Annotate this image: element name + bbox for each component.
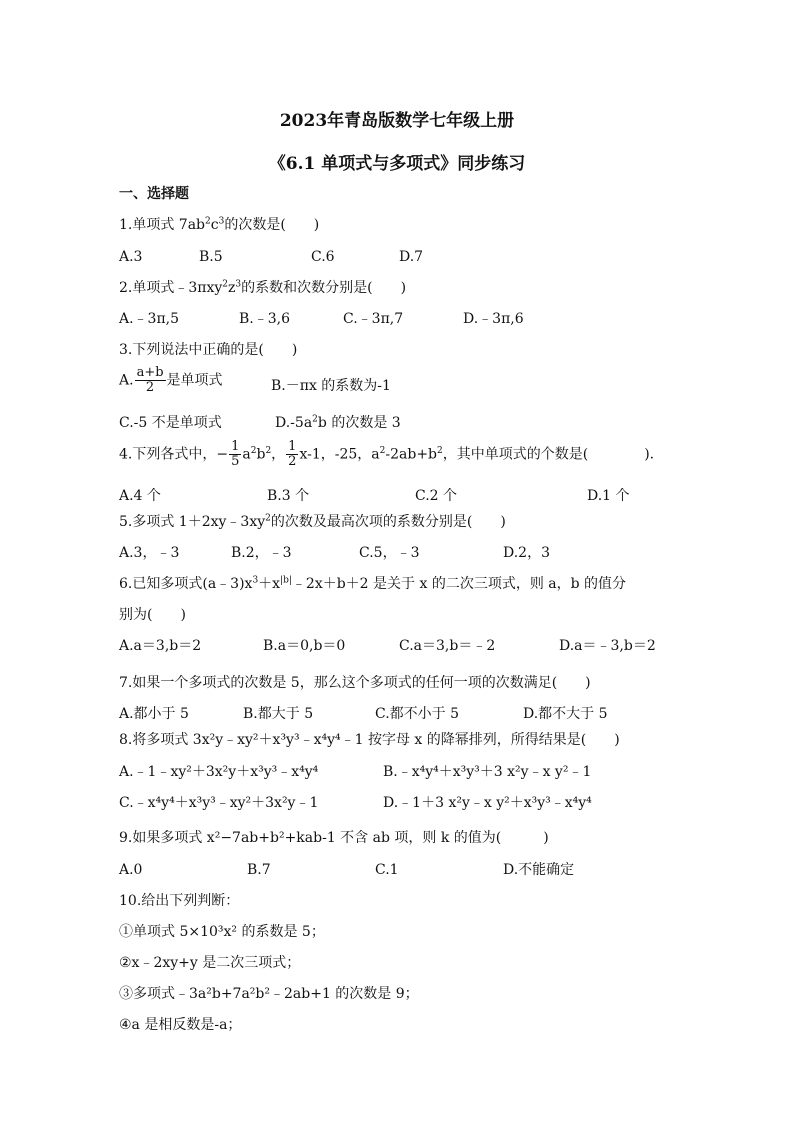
- q3-option-d: $D.-5a^2b$ 的次数是 3: [275, 414, 401, 431]
- question-7: 7.如果一个多项式的次数是 5，那么这个多项式的任何一项的次数满足( ): [119, 675, 591, 691]
- q1-option-b: B.5: [199, 249, 223, 265]
- q4-option-b: B.3 个: [267, 488, 310, 504]
- q6-option-a: A.a＝3,b＝2: [119, 638, 202, 654]
- question-10: 10.给出下列判断：: [119, 893, 240, 909]
- question-6-cont: 别为( ): [119, 607, 186, 623]
- q10-statement-2: ②x﹣2xy+y 是二次三项式；: [119, 955, 301, 971]
- q7-option-d: D.都不大于 5: [523, 706, 608, 722]
- q9-option-a: A.0: [119, 862, 143, 878]
- q5-option-c: C.5，﹣3: [359, 545, 420, 561]
- section-heading: 一、选择题: [119, 186, 189, 202]
- q8-option-c: C.﹣x⁴y⁴＋x³y³﹣xy²＋3x²y﹣1: [119, 795, 319, 811]
- q7-option-a: A.都小于 5: [119, 706, 189, 722]
- q4-option-c: C.2 个: [415, 488, 458, 504]
- q10-statement-3: ③多项式﹣3a²b+7a²b²﹣2ab+1 的次数是 9；: [119, 986, 419, 1002]
- q9-option-d: D.不能确定: [503, 862, 575, 878]
- q8-option-d: D.﹣1＋3 x²y﹣x y²＋x³y³﹣x⁴y⁴: [383, 795, 592, 811]
- q2-option-a: A.﹣3π,5: [119, 311, 180, 327]
- q2-option-d: D.﹣3π,6: [463, 311, 524, 327]
- q10-statement-1: ①单项式 5×10³x² 的系数是 5；: [119, 924, 325, 940]
- page-subtitle: 《6.1 单项式与多项式》同步练习: [268, 154, 526, 174]
- q1-option-d: D.7: [399, 249, 424, 265]
- q8-option-b: B.﹣x⁴y⁴＋x³y³＋3 x²y﹣x y²﹣1: [383, 764, 592, 780]
- q3-option-a: A. $\frac{a+b}{2}$ 是单项式: [119, 365, 223, 395]
- question-8: 8.将多项式 3x²y﹣xy²＋x³y³﹣x⁴y⁴﹣1 按字母 x 的降幂排列，所得结果是( ): [119, 732, 620, 748]
- q1-option-a: A.3: [119, 249, 143, 265]
- q9-option-c: C.1: [375, 862, 399, 878]
- fraction: $\frac{a+b}{2}$: [136, 365, 164, 395]
- q4-option-d: D.1 个: [587, 488, 630, 504]
- question-5: 5.多项式 $1+2xy﹣3xy^2$的次数及最高次项的系数分别是( ): [119, 513, 506, 530]
- q3-option-c: C.-5 不是单项式: [119, 415, 222, 431]
- q6-option-b: B.a＝0,b＝0: [263, 638, 346, 654]
- q5-option-a: A.3，﹣3: [119, 545, 180, 561]
- q7-option-c: C.都不小于 5: [375, 706, 460, 722]
- q1-option-c: C.6: [311, 249, 335, 265]
- q5-option-b: B.2，﹣3: [231, 545, 292, 561]
- question-9: 9.如果多项式 x²−7ab+b²+kab-1 不含 ab 项，则 k 的值为( ): [119, 830, 549, 846]
- q4-option-a: A.4 个: [119, 488, 161, 504]
- q8-option-a: A.﹣1﹣xy²＋3x²y＋x³y³﹣x⁴y⁴: [119, 764, 319, 780]
- q6-option-c: C.a＝3,b＝﹣2: [399, 638, 496, 654]
- question-2: 2.单项式$﹣3\pi xy^2z^3$的系数和次数分别是( ): [119, 279, 407, 296]
- q3-option-b: B.－πx 的系数为-1: [271, 378, 391, 394]
- question-4: 4.下列各式中，− $\frac{1}{5}$ $a^2b^2$， $\frac{1}{2}$ x-1，-25，$a^2-2ab+b^2$，其中单项式的个数是( ).: [119, 439, 655, 469]
- q10-statement-4: ④a 是相反数是-a；: [119, 1017, 242, 1033]
- q7-option-b: B.都大于 5: [243, 706, 314, 722]
- question-3: 3.下列说法中正确的是( ): [119, 342, 298, 358]
- q5-option-d: D.2，3: [503, 545, 550, 561]
- q2-option-c: C.﹣3π,7: [343, 311, 404, 327]
- question-1: 1.单项式 $7ab^2c^3$的次数是( ): [119, 216, 320, 233]
- question-6: 6.已知多项式$(a﹣3)x^3+x^{|b|}﹣2x+b+2$ 是关于 x 的二次三项式，则 a，b 的值分: [119, 575, 627, 592]
- fraction: $\frac{1}{5}$: [231, 439, 240, 469]
- fraction: $\frac{1}{2}$: [288, 439, 297, 469]
- q9-option-b: B.7: [247, 862, 271, 878]
- q2-option-b: B.﹣3,6: [239, 311, 291, 327]
- q6-option-d: D.a＝﹣3,b＝2: [559, 638, 656, 654]
- page-title: 2023年青岛版数学七年级上册: [279, 111, 515, 131]
